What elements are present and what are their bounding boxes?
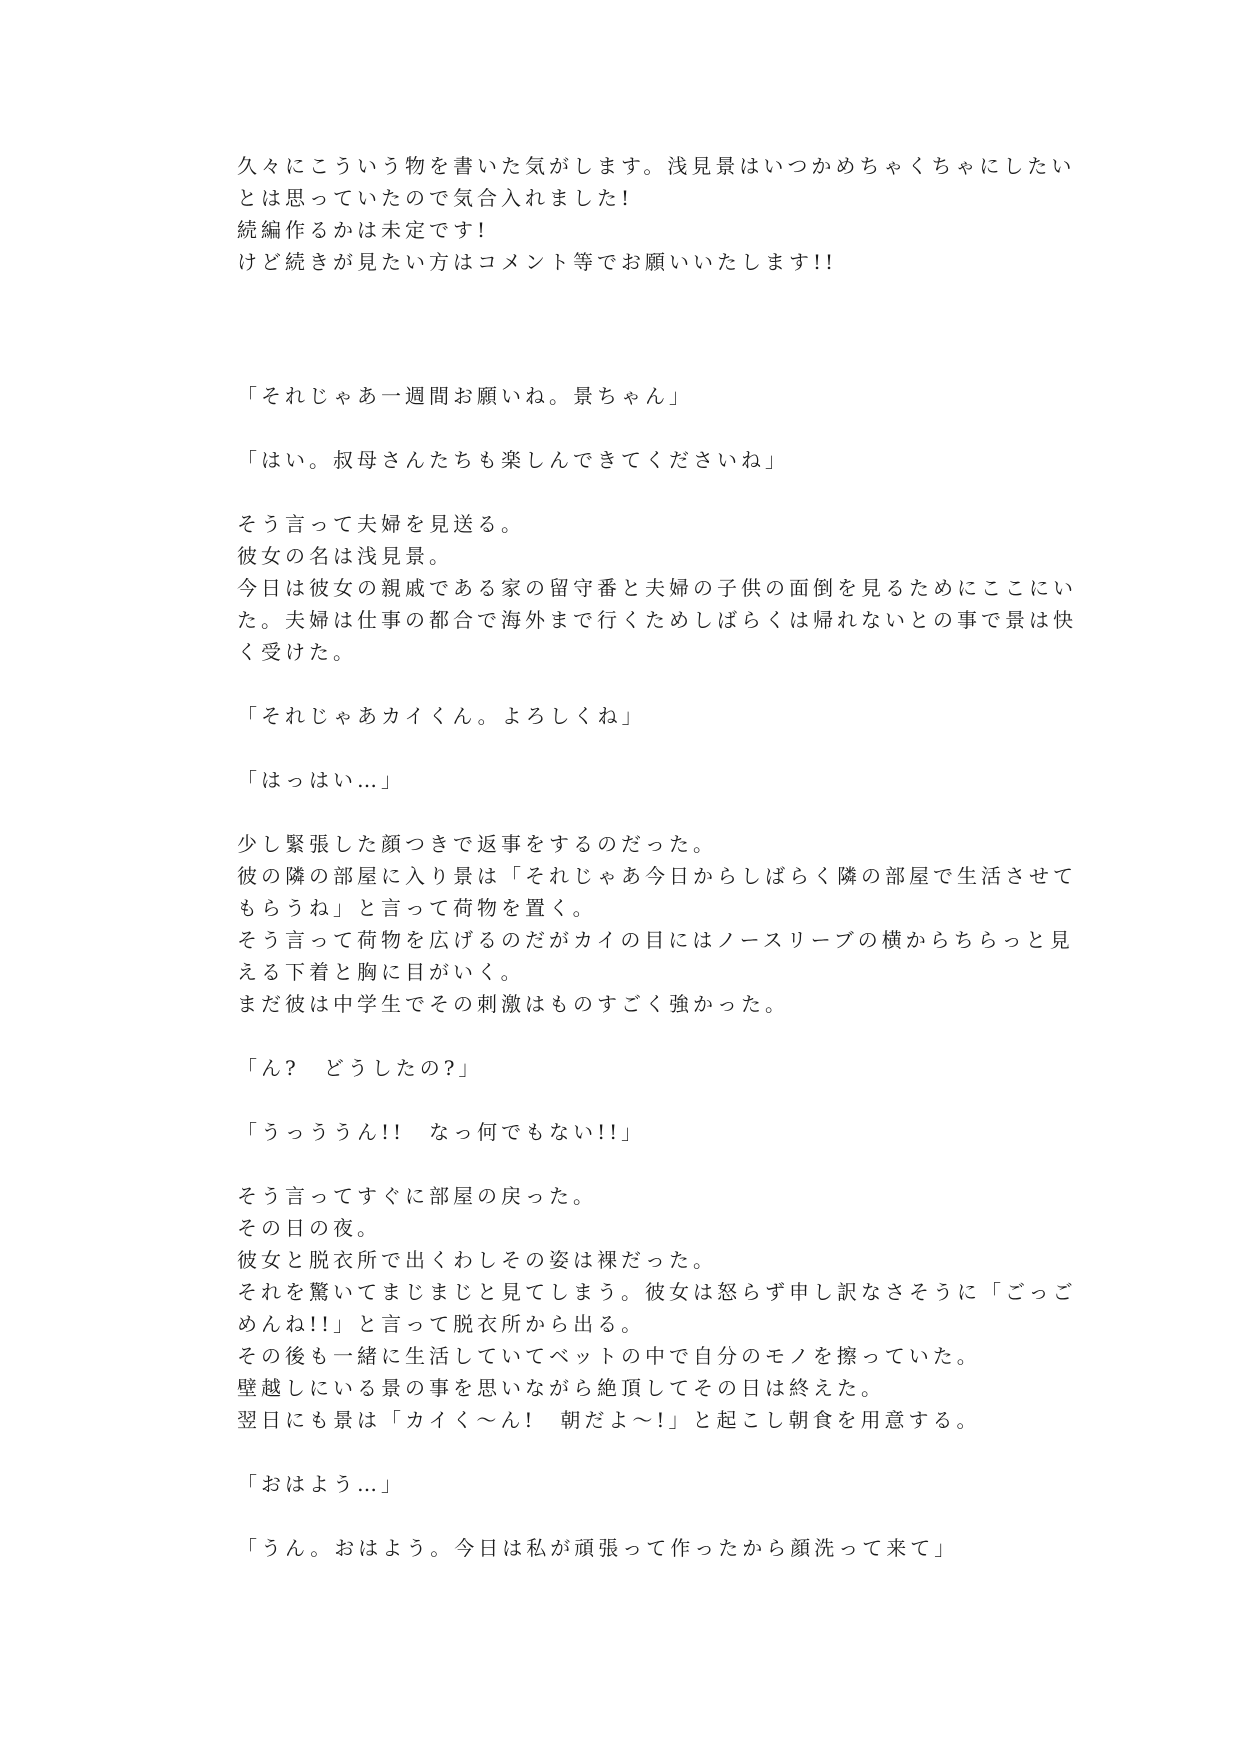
story-line: その日の夜。 (237, 1216, 381, 1240)
story-line: その後も一緒に生活していてベットの中で自分のモノを擦っていた。 (237, 1344, 981, 1368)
story-line: 「おはよう…」 (237, 1472, 405, 1496)
story-line: 「はい。叔母さんたちも楽しんできてくださいね」 (237, 448, 789, 472)
story-line: た。夫婦は仕事の都合で海外まで行くためしばらくは帰れないとの事で景は快 (237, 608, 1077, 632)
blank-line (237, 1020, 1007, 1052)
blank-line (237, 412, 1007, 444)
author-note-line: けど続きが見たい方はコメント等でお願いいたします!! (237, 250, 838, 274)
story-line: 「ん? どうしたの?」 (237, 1056, 483, 1080)
author-note-line: 続編作るかは未定です! (237, 218, 490, 242)
blank-line (237, 732, 1007, 764)
story-line: そう言ってすぐに部屋の戻った。 (237, 1184, 597, 1208)
blank-line (237, 1148, 1007, 1180)
story-line: 彼の隣の部屋に入り景は「それじゃあ今日からしばらく隣の部屋で生活させて (237, 864, 1077, 888)
story-line: 「はっはい…」 (237, 768, 405, 792)
story-line: そう言って荷物を広げるのだがカイの目にはノースリーブの横からちらっと見 (237, 928, 1074, 952)
story-line: 「うん。おはよう。今日は私が頑張って作ったから顔洗って来て」 (237, 1536, 959, 1560)
story-line: える下着と胸に目がいく。 (237, 960, 525, 984)
blank-line (237, 1084, 1007, 1116)
story-line: 今日は彼女の親戚である家の留守番と夫婦の子供の面倒を見るためにここにい (237, 576, 1077, 600)
story-line: 「うっううん!! なっ何でもない!!」 (237, 1120, 646, 1144)
author-note (237, 150, 1076, 278)
blank-line (237, 796, 1007, 828)
story-line: 彼女と脱衣所で出くわしその姿は裸だった。 (237, 1248, 717, 1272)
blank-line (237, 1436, 1007, 1468)
story-line: く受けた。 (237, 640, 357, 664)
story-line: 「それじゃあカイくん。よろしくね」 (237, 704, 646, 728)
blank-line (237, 1500, 1007, 1532)
author-note-line: 久々にこういう物を書いた気がします。浅見景はいつかめちゃくちゃにしたい (237, 154, 1076, 178)
story-line: 壁越しにいる景の事を思いながら絶頂してその日は終えた。 (237, 1376, 885, 1400)
story-line: もらうね」と言って荷物を置く。 (237, 896, 597, 920)
story-line: それを驚いてまじまじと見てしまう。彼女は怒らず申し訳なさそうに「ごっご (237, 1280, 1077, 1304)
blank-line (237, 668, 1007, 700)
story-text (237, 380, 1077, 1564)
story-line: 彼女の名は浅見景。 (237, 544, 453, 568)
story-line: めんね!!」と言って脱衣所から出る。 (237, 1312, 646, 1336)
author-note-line: とは思っていたので気合入れました! (237, 186, 634, 210)
story-line: まだ彼は中学生でその刺激はものすごく強かった。 (237, 992, 789, 1016)
story-line: 少し緊張した顔つきで返事をするのだった。 (237, 832, 717, 856)
story-line: そう言って夫婦を見送る。 (237, 512, 525, 536)
story-line: 「それじゃあ一週間お願いね。景ちゃん」 (237, 384, 693, 408)
blank-line (237, 476, 1007, 508)
story-line: 翌日にも景は「カイく〜ん! 朝だよ〜!」と起こし朝食を用意する。 (237, 1408, 981, 1432)
